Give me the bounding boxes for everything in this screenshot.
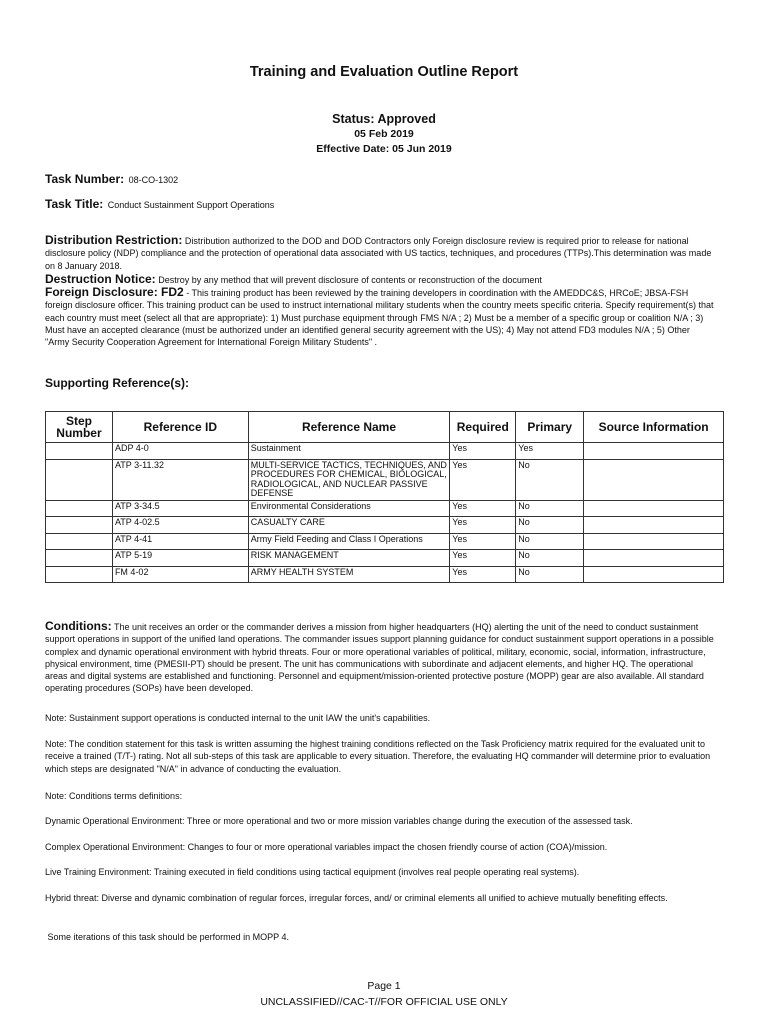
- distribution-text: Distribution authorized to the DOD and DOD Contractors only Foreign disclosure review is required prior to release for national disclosure policy (NDP) compliance and the protection of operational data associated with US tactics, techniques, and procedures (TTPs).This determination was made on 8 January 2018.: [45, 236, 712, 271]
- table-row: [46, 566, 724, 583]
- cell-step: [46, 533, 113, 550]
- table-row: [46, 517, 724, 534]
- cell-required: Yes: [450, 550, 516, 567]
- references-table: [45, 411, 724, 583]
- cell-required: Yes: [450, 500, 516, 517]
- cell-reference-id: ATP 3-11.32: [112, 459, 248, 500]
- table-row: [46, 533, 724, 550]
- cell-required: Yes: [450, 533, 516, 550]
- report-title: Training and Evaluation Outline Report: [249, 64, 519, 80]
- cell-primary: No: [516, 517, 584, 534]
- table-row: [46, 459, 724, 500]
- task-title-label: Task Title:: [45, 197, 104, 211]
- definition-paragraph: Dynamic Operational Environment: Three or more operational and two or more mission variables change during the execution of the assessed task.: [45, 816, 633, 826]
- header-reference-name: Reference Name: [248, 412, 450, 443]
- header-required: Required: [450, 412, 516, 443]
- definition-paragraph: Live Training Environment: Training executed in field conditions using tactical equipment (involves real people operating real systems).: [45, 867, 580, 877]
- destruction-label: Destruction Notice:: [45, 272, 156, 286]
- cell-source: [584, 517, 724, 534]
- task-number: [45, 170, 178, 188]
- mopp-note: Some iterations of this task should be performed in MOPP 4.: [45, 932, 289, 942]
- header-primary: Primary: [516, 412, 584, 443]
- cell-primary: Yes: [516, 443, 584, 460]
- cell-reference-id: ATP 3-34.5: [112, 500, 248, 517]
- cell-primary: No: [516, 459, 584, 500]
- cell-required: Yes: [450, 517, 516, 534]
- conditions-text: The unit receives an order or the commander derives a mission from higher headquarters (HQ) alerting the unit of the need to conduct sustainment support operations in support of the unified land operations. The commander issues support planning guidance for conduct sustainment support operations in a possible complex and dynamic operational environment with hybrid threats. Four or more operational variables of political, military, economic, social, information, infrastructure, physical environment, time (PMESII-PT) should be present. The unit has communications with subordinate and adjacent elements, and higher HQ. The operational areas and digital systems are established and functioning. Personnel and equipment/mission-oriented protective posture (MOPP) gear are also available. All standard operating procedures (SOPs) have been developed.: [45, 622, 714, 694]
- task-title-value: Conduct Sustainment Support Operations: [107, 200, 275, 210]
- cell-reference-id: FM 4-02: [112, 566, 248, 583]
- cell-required: Yes: [450, 443, 516, 460]
- cell-source: [584, 566, 724, 583]
- header-reference-id: Reference ID: [112, 412, 248, 443]
- page-number: Page 1: [367, 980, 401, 992]
- cell-source: [584, 550, 724, 567]
- distribution-label: Distribution Restriction:: [45, 233, 183, 247]
- cell-step: [46, 566, 113, 583]
- cell-step: [46, 459, 113, 500]
- cell-source: [584, 533, 724, 550]
- cell-required: Yes: [450, 566, 516, 583]
- table-row: [46, 443, 724, 460]
- task-title: [45, 195, 274, 213]
- conditions-label: Conditions:: [45, 619, 112, 633]
- cell-reference-name: CASUALTY CARE: [248, 517, 450, 534]
- task-number-label: Task Number:: [45, 172, 125, 186]
- cell-step: [46, 517, 113, 534]
- cell-reference-id: ATP 4-41: [112, 533, 248, 550]
- cell-source: [584, 500, 724, 517]
- definition-paragraph: Complex Operational Environment: Changes to four or more operational variables impact the chosen friendly course of action (COA)/mission.: [45, 842, 608, 852]
- table-row: [46, 550, 724, 567]
- cell-primary: No: [516, 500, 584, 517]
- cell-reference-name: Sustainment: [248, 443, 450, 460]
- cell-reference-name: ARMY HEALTH SYSTEM: [248, 566, 450, 583]
- effective-date: Effective Date: 05 Jun 2019: [316, 143, 452, 155]
- distribution-restriction: [45, 234, 715, 272]
- cell-reference-name: MULTI-SERVICE TACTICS, TECHNIQUES, AND PROCEDURES FOR CHEMICAL, BIOLOGICAL, RADIOLOGICAL, AND NUCLEAR PASSIVE DEFENSE: [248, 459, 450, 500]
- cell-required: Yes: [450, 459, 516, 500]
- task-number-value: 08-CO-1302: [128, 175, 179, 185]
- cell-reference-name: RISK MANAGEMENT: [248, 550, 450, 567]
- cell-reference-id: ATP 4-02.5: [112, 517, 248, 534]
- header-step-number: Step Number: [46, 412, 113, 443]
- cell-step: [46, 443, 113, 460]
- cell-primary: No: [516, 550, 584, 567]
- cell-reference-id: ATP 5-19: [112, 550, 248, 567]
- table-row: [46, 500, 724, 517]
- note-paragraph: Note: Sustainment support operations is conducted internal to the unit IAW the unit's capabilities.: [45, 713, 431, 723]
- cell-reference-id: ADP 4-0: [112, 443, 248, 460]
- cell-source: [584, 459, 724, 500]
- definition-paragraph: Hybrid threat: Diverse and dynamic combination of regular forces, irregular forces, and/ or criminal elements all unified to achieve mutually benefiting effects.: [45, 893, 668, 903]
- cell-step: [46, 500, 113, 517]
- header-source-information: Source Information: [584, 412, 724, 443]
- status-block: [0, 112, 768, 157]
- cell-primary: No: [516, 533, 584, 550]
- note-paragraph: Note: The condition statement for this task is written assuming the highest training conditions reflected on the Task Proficiency matrix required for the evaluated unit to receive a trained (T/T-) rating. Not all sub-steps of this task are applicable to every situation. Therefore, the evaluating HQ commander will determine prior to evaluation which steps are designated "N/A" in advance of conducting the evaluation.: [45, 739, 711, 774]
- report-date: 05 Feb 2019: [354, 128, 414, 140]
- cell-primary: No: [516, 566, 584, 583]
- foreign-disclosure-label: Foreign Disclosure: FD2: [45, 285, 184, 299]
- conditions-paragraph: [45, 620, 715, 695]
- status-text: Status: Approved: [332, 112, 436, 126]
- foreign-disclosure-text: - This training product has been reviewed by the training developers in coordination with the AMEDDC&S, HRCoE; JBSA-FSH foreign disclosure officer. This training product can be used to instruct international military students when the country meets specific criteria. Specify requirement(s) that each country must meet (select all that are appropriate): 1) Must purchase equipment through FMS N/A ; 2) Must be a member of a specific group or coalition N/A ; 3) Must have an accepted clearance (must be authorized under an identified general security agreement with the US); 4) May not attend FD3 modules N/A ; 5) Other "Army Security Cooperation Agreement for International Foreign Military Students" .: [45, 288, 714, 348]
- classification-marking: UNCLASSIFIED//CAC-T//FOR OFFICIAL USE ONLY: [260, 996, 508, 1008]
- cell-reference-name: Army Field Feeding and Class I Operations: [248, 533, 450, 550]
- cell-step: [46, 550, 113, 567]
- supporting-references-heading: Supporting Reference(s):: [45, 376, 190, 390]
- note-paragraph: Note: Conditions terms definitions:: [45, 791, 183, 801]
- cell-reference-name: Environmental Considerations: [248, 500, 450, 517]
- foreign-disclosure: [45, 286, 715, 348]
- cell-source: [584, 443, 724, 460]
- destruction-text: Destroy by any method that will prevent disclosure of contents or reconstruction of the document: [158, 275, 542, 285]
- table-header-row: [46, 412, 724, 443]
